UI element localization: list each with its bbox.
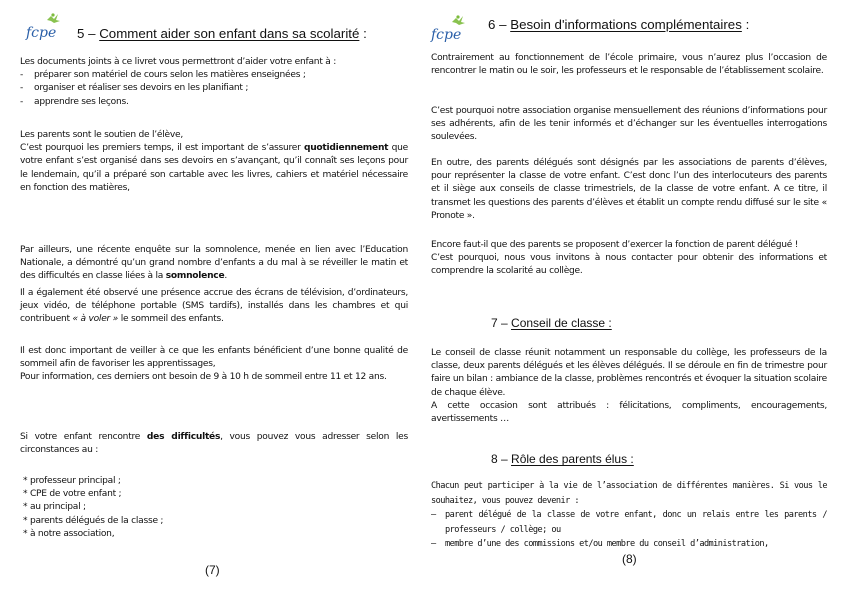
difficulties-paragraph: Si votre enfant rencontre des difficultés, vous pouvez vous adresser selon les circonstances au : — [20, 432, 408, 456]
page-number: (8) — [622, 552, 637, 566]
section-5-title: Comment aider son enfant dans sa scolarité — [99, 26, 360, 41]
fcpe-logo-icon — [23, 12, 63, 44]
list-item: – parent délégué de la classe de votre enfant, donc un relais entre les parents / professeurs / collège; ou — [431, 508, 827, 537]
list-item: * au principal ; — [23, 502, 86, 513]
list-item: * CPE de votre enfant ; — [23, 489, 122, 500]
contacts-list — [23, 475, 408, 541]
fcpe-logo-icon — [428, 14, 468, 46]
section-7-title: Conseil de classe : — [511, 316, 612, 330]
logo-text: fcpe — [26, 25, 57, 41]
list-item: - apprendre ses leçons. — [20, 96, 408, 109]
sleep-quality-paragraph: Il est donc important de veiller à ce que les enfants bénéficient d’une bonne qualité de sommeil afin de favoriser les apprentissages, Pour information, ces derniers ont besoin de 9 à 10 h de sommeil entre 11 et 12 ans. — [20, 346, 408, 383]
monthly-meetings-paragraph: C’est pourquoi notre association organise mensuellement des réunions d’informations pour ses adhérents, afin de les tenir informés et d’échanger sur les éventuelles interrogations soulevées. — [431, 106, 827, 143]
delegates-paragraph: En outre, des parents délégués sont désignés par les associations de parents d’élèves, pour représenter la classe de votre enfant. C’est donc l’un des interlocuteurs des parents et il siège aux conseils de classe trimestriels, de la classe de votre enfant. A ce titre, il transmet les questions des parents d’élèves et établit un compte rendu diffusé sur le site « Pronote ». — [431, 158, 827, 221]
intro-block — [20, 56, 408, 109]
section-6-title: Besoin d'informations complémentaires — [510, 17, 742, 32]
roles-list — [431, 508, 827, 552]
sleep-survey-paragraph: Par ailleurs, une récente enquête sur la somnolence, menée en lien avec l’Education Nationale, a démontré qu’un grand nombre d’enfants a du mal à se réveiller le matin et des difficultés en classe liées à la somnolence. — [20, 245, 408, 282]
list-item: * professeur principal ; — [23, 476, 121, 486]
page-number: (7) — [205, 563, 220, 577]
section-6-heading: 6 – Besoin d'informations complémentaires : — [488, 17, 750, 32]
intro-list — [20, 69, 408, 109]
intro-text: Les documents joints à ce livret vous permettront d’aider votre enfant à : — [20, 57, 337, 67]
screens-paragraph: Il a également été observé une présence accrue des écrans de télévision, d’ordinateurs, jeux vidéo, de téléphone portable (SMS tardifs), installés dans les chambres et qui contribuent « à voler » le sommeil des enfants. — [20, 288, 408, 325]
list-item: - préparer son matériel de cours selon les matières enseignées ; — [20, 69, 408, 82]
section-8-title: Rôle des parents élus : — [511, 452, 634, 466]
parents-support-paragraph: C’est pourquoi les premiers temps, il est important de s’assurer quotidiennement que votre enfant s’est organisé dans ses devoirs en s’avançant, qu’il connaît ses leçons pour le lendemain, qu’il a préparé son cartable avec les livres, cahiers et matériel nécessaire en fonction des matières, — [20, 143, 408, 193]
parents-support-line: Les parents sont le soutien de l’élève, — [20, 130, 184, 140]
list-item: * à notre association, — [23, 528, 115, 539]
parents-support-block — [20, 129, 408, 195]
list-item: * parents délégués de la classe ; — [23, 515, 164, 526]
list-item: - organiser et réaliser ses devoirs en les planifiant ; — [20, 82, 408, 95]
elected-parents-paragraph: Chacun peut participer à la vie de l’association de différentes manières. Si vous le souhaitez, vous pouvez devenir : – parent délégué de la classe de votre enfant, donc un relais entre les parents / professeurs / collège; ou – membre d’une des commissions et/ou membre du conseil d’administration, — [431, 479, 827, 552]
contact-us-paragraph: Encore faut-il que des parents se proposent d’exercer la fonction de parent délégué ! C’est pourquoi, nous vous invitons à nous contacter pour obtenir des informations et comprendre la scolarité au collège. — [431, 240, 827, 277]
class-council-paragraph: Le conseil de classe réunit notamment un responsable du collège, les professeurs de la classe, deux parents délégués et les élèves délégués. Il se déroule en fin de trimestre pour faire un bilan : ambiance de la classe, problèmes rencontrés et évoquer la situation scolaire de chaque élève. A cette occasion sont attribués : félicitations, compliments, encouragements, avertissements … — [431, 348, 827, 425]
logo-text: fcpe — [431, 27, 462, 43]
section-5-heading: 5 – Comment aider son enfant dans sa scolarité : — [77, 26, 367, 41]
primary-school-paragraph: Contrairement au fonctionnement de l’école primaire, vous n’aurez plus l’occasion de rencontrer le matin ou le soir, les professeurs et le responsable de l’établissement scolaire. — [431, 53, 827, 77]
section-8-heading: 8 – Rôle des parents élus : — [491, 452, 634, 466]
list-item: – membre d’une des commissions et/ou membre du conseil d’administration, — [431, 537, 827, 552]
section-7-heading: 7 – Conseil de classe : — [491, 316, 612, 330]
